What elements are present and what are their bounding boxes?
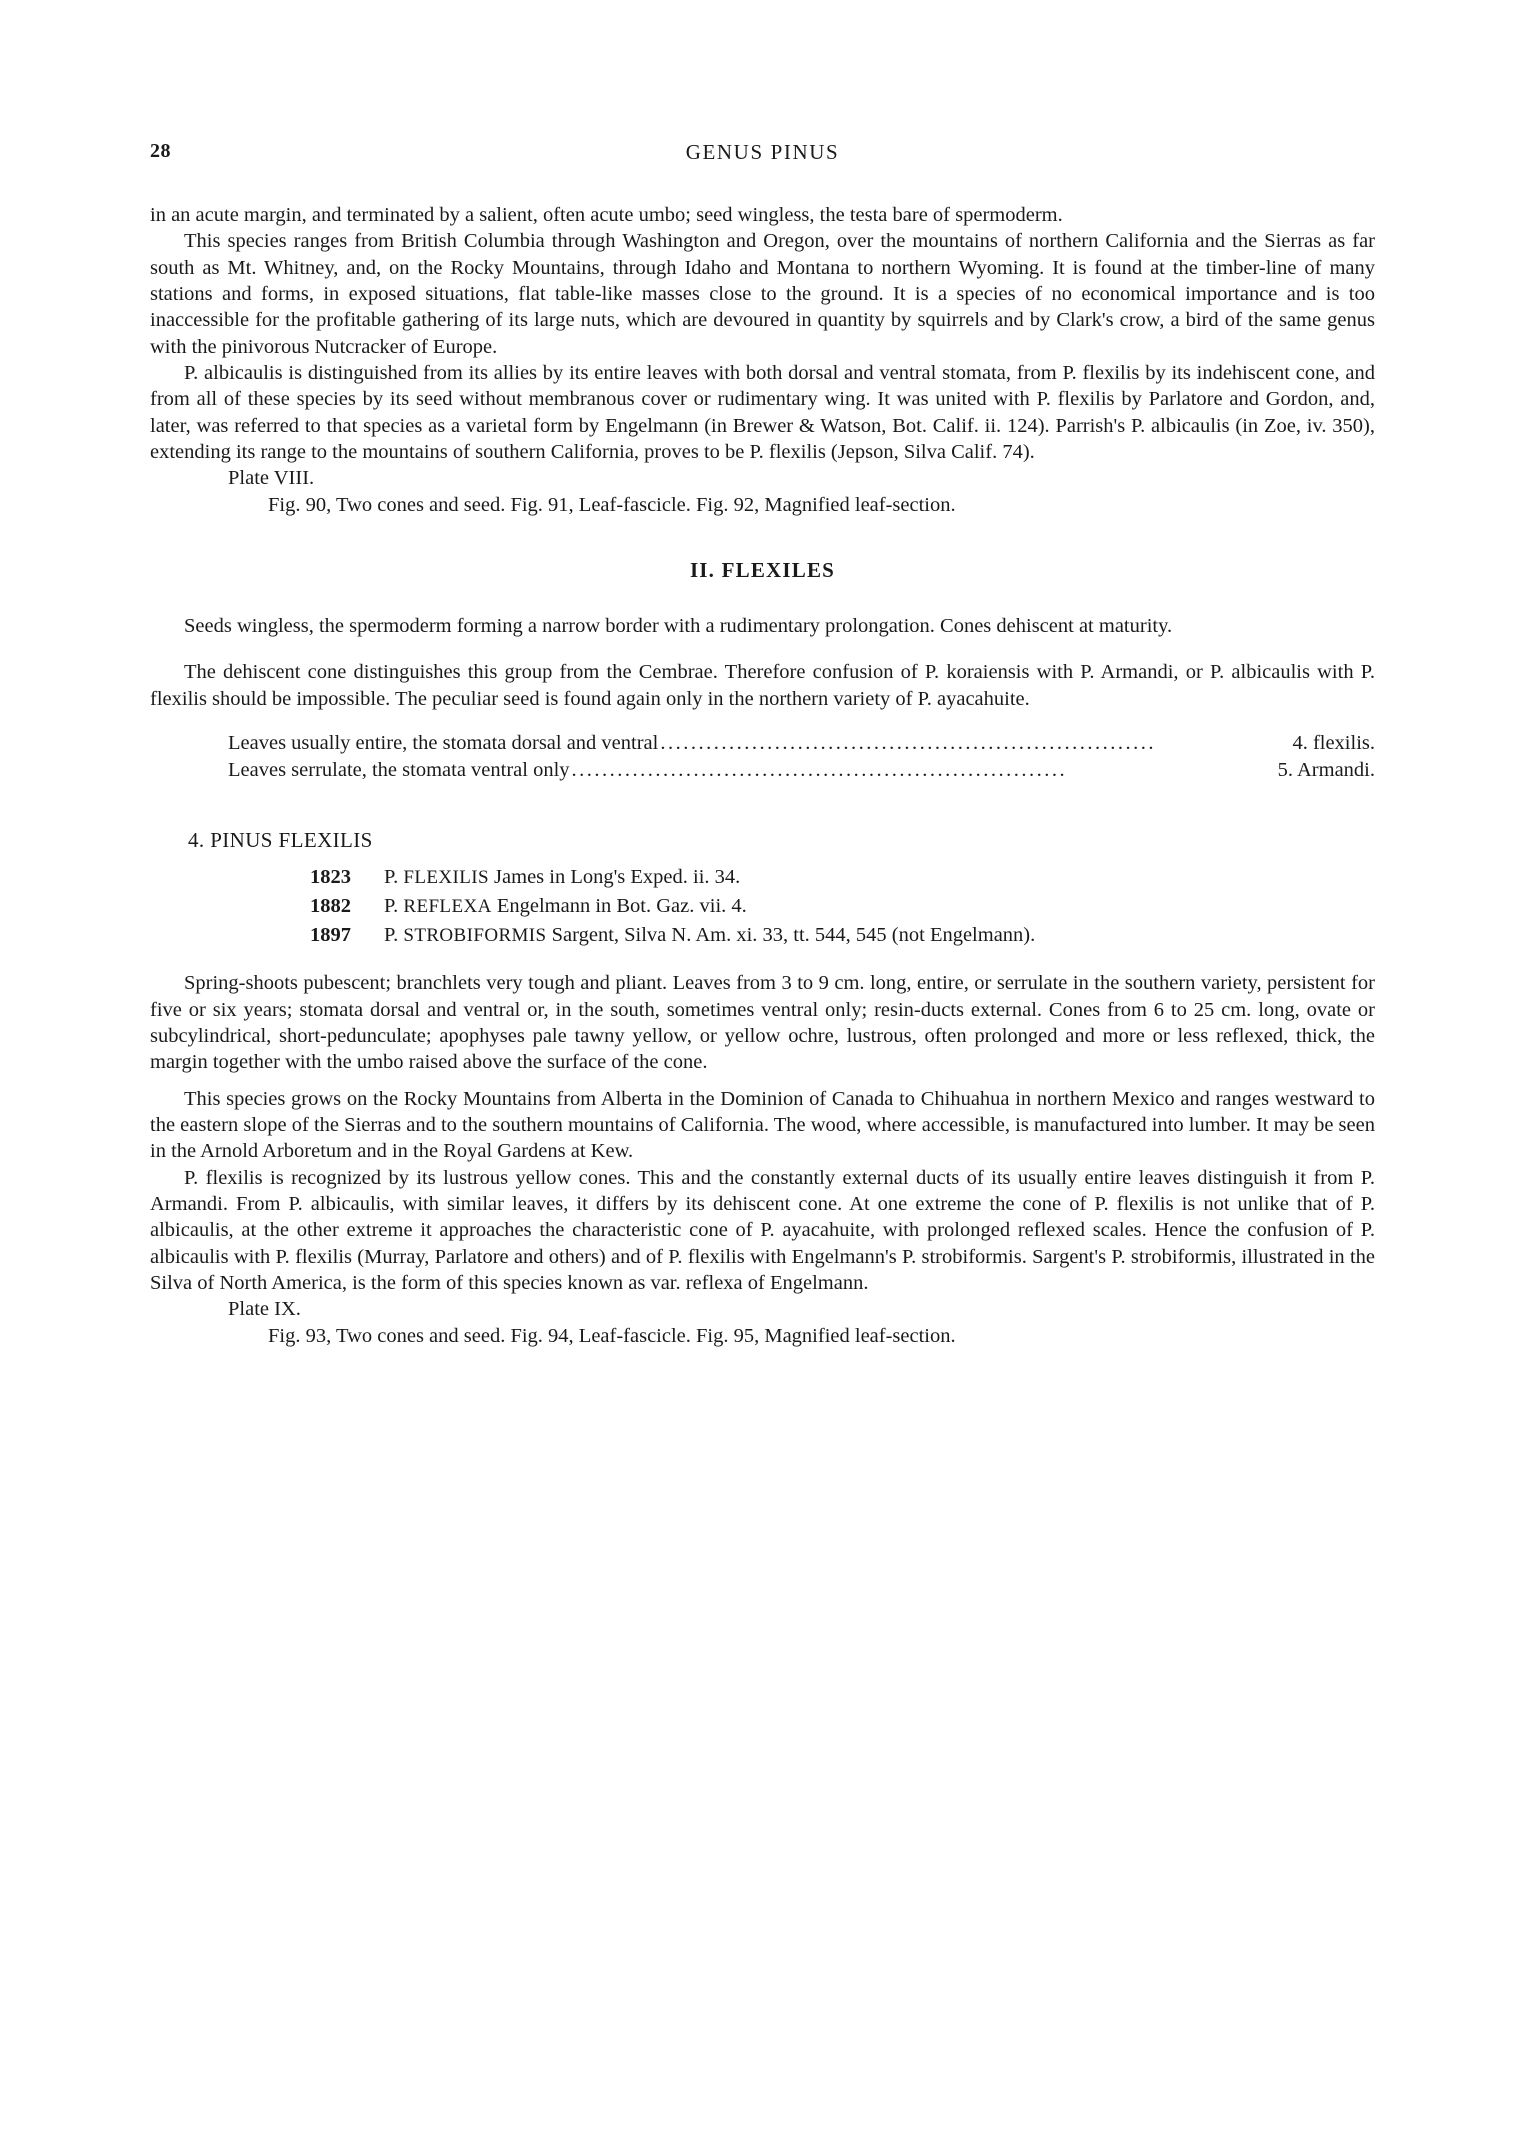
section-heading-flexiles: II. FLEXILES	[689, 557, 836, 582]
synonymy-epithet: REFLEXA	[403, 896, 492, 918]
figure-caption-ix: Fig. 93, Two cones and seed. Fig. 94, Leaf-fascicle. Fig. 95, Magnified leaf-section.	[268, 1324, 956, 1347]
key-row	[228, 730, 1375, 757]
paragraph-range: This species ranges from British Columbia through Washington and Oregon, over the mountains of northern California and the Sierras as far south as Mt. Whitney, and, on the Rocky Mountains, through Idaho and Montana to northern Wyoming. It is found at the timber-line of many stations and forms, in exposed situations, flat table-like masses close to the ground. It is a species of no economical importance and is too inaccessible for the profitable gathering of its large nuts, which are devoured in quantity by squirrels and by Clark's crow, a bird of the same genus with the pinivorous Nutcracker of Europe.	[150, 230, 1375, 358]
paragraph-continued: in an acute margin, and terminated by a salient, often acute umbo; seed wingless, the testa bare of spermoderm.	[150, 204, 1063, 226]
leader-dots: .................................................................	[660, 731, 1156, 754]
synonymy-genus: P.	[384, 895, 399, 918]
synonymy-row	[310, 863, 1375, 892]
paragraph-distribution: This species grows on the Rocky Mountains from Alberta in the Dominion of Canada to Chihuahua in northern Mexico and ranges westward to the eastern slope of the Sierras and to the southern mountains of California. The wood, where accessible, is manufactured into lumber. It may be seen in the Arnold Arboretum and in the Royal Gardens at Kew.	[150, 1087, 1375, 1163]
synonymy-row	[310, 921, 1375, 950]
key-lead: Leaves usually entire, the stomata dorsal and ventral	[228, 731, 659, 754]
running-title: GENUS PINUS	[685, 140, 840, 164]
plate-label-viii: Plate VIII.	[228, 467, 315, 490]
figure-caption-viii: Fig. 90, Two cones and seed. Fig. 91, Leaf-fascicle. Fig. 92, Magnified leaf-section.	[268, 493, 956, 516]
synonymy-genus: P.	[384, 924, 399, 947]
species-heading: 4. PINUS FLEXILIS	[188, 828, 373, 853]
synonymy-text	[384, 892, 1375, 921]
synonymy-year: 1823	[310, 866, 351, 889]
leader-dots: .................................................................	[571, 758, 1068, 781]
synonymy-reference: Sargent, Silva N. Am. xi. 33, tt. 544, 545 (not Engelmann).	[551, 924, 1036, 947]
page-number: 28	[150, 140, 171, 162]
paragraph-distinction: P. albicaulis is distinguished from its allies by its entire leaves with both dorsal and ventral stomata, from P. flexilis by its indehiscent cone, and from all of these species by its seed without membranous cover or rudimentary wing. It was united with P. flexilis by Parlatore and Gordon, and, later, was referred to that species as a varietal form by Engelmann (in Brewer & Watson, Bot. Calif. ii. 124). Parrish's P. albicaulis (in Zoe, iv. 350), extending its range to the mountains of southern California, proves to be P. flexilis (Jepson, Silva Calif. 74).	[150, 361, 1375, 463]
synonymy-epithet: FLEXILIS	[403, 867, 489, 889]
species-key	[228, 730, 1375, 784]
key-target: 4. flexilis.	[1292, 731, 1375, 754]
synonymy-genus: P.	[384, 866, 399, 889]
synonymy-reference: Engelmann in Bot. Gaz. vii. 4.	[496, 895, 747, 918]
synonymy-year: 1882	[310, 895, 351, 918]
running-head	[150, 140, 1375, 180]
synonymy-row	[310, 892, 1375, 921]
paragraph-description: Spring-shoots pubescent; branchlets very tough and pliant. Leaves from 3 to 9 cm. long, entire, or serrulate in the southern variety, persistent for five or six years; stomata dorsal and ventral or, in the south, sometimes ventral only; resin-ducts external. Cones from 6 to 25 cm. long, ovate or subcylindrical, short-pedunculate; apophyses pale tawny yellow, or yellow ochre, lustrous, often prolonged and more or less reflexed, thick, the margin together with the umbo raised above the surface of the cone.	[150, 972, 1375, 1074]
body-column	[150, 202, 1375, 1349]
synonymy-epithet: STROBIFORMIS	[403, 925, 547, 947]
paragraph-seeds: Seeds wingless, the spermoderm forming a narrow border with a rudimentary prolongation. Cones dehiscent at maturity.	[184, 614, 1173, 637]
plate-label-ix: Plate IX.	[228, 1298, 301, 1321]
paragraph-recognition: P. flexilis is recognized by its lustrous yellow cones. This and the constantly external ducts of its usually entire leaves distinguish it from P. Armandi. From P. albicaulis, with similar leaves, it differs by its dehiscent cone. At one extreme the cone of P. flexilis is not unlike that of P. albicaulis, at the other extreme it approaches the characteristic cone of P. ayacahuite, with prolonged reflexed scales. Hence the confusion of P. albicaulis with P. flexilis (Murray, Parlatore and others) and of P. flexilis with Engelmann's P. strobiformis. Sargent's P. strobiformis, illustrated in the Silva of North America, is the form of this species known as var. reflexa of Engelmann.	[150, 1166, 1375, 1294]
synonymy-text	[384, 921, 1375, 950]
key-lead: Leaves serrulate, the stomata ventral only	[228, 758, 570, 781]
key-target: 5. Armandi.	[1277, 758, 1375, 781]
paragraph-dehiscent: The dehiscent cone distinguishes this group from the Cembrae. Therefore confusion of P. koraiensis with P. Armandi, or P. albicaulis with P. flexilis should be impossible. The peculiar seed is found again only in the northern variety of P. ayacahuite.	[150, 661, 1375, 710]
synonymy-year: 1897	[310, 924, 351, 947]
synonymy-reference: James in Long's Exped. ii. 34.	[494, 866, 741, 889]
key-row	[228, 757, 1375, 784]
synonymy-text	[384, 863, 1375, 892]
synonymy-list	[310, 863, 1375, 950]
